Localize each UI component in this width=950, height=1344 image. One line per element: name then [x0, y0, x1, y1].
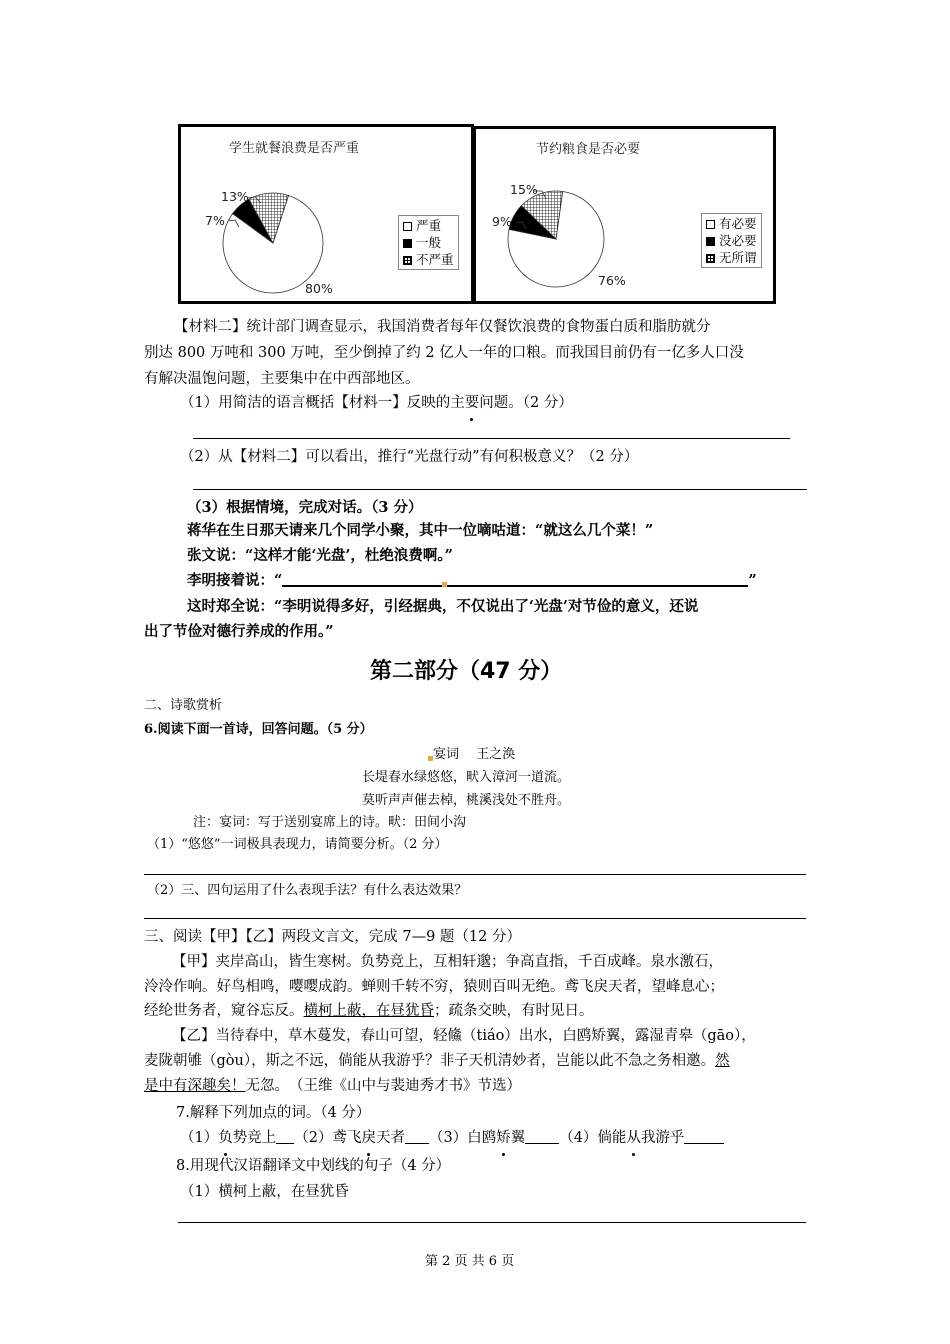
legend-item: 严重 [403, 217, 454, 234]
question-8-title: 8.用现代汉语翻译文中划线的句子（4 分） [176, 1158, 451, 1174]
chart-title: 节约粮食是否必要 [536, 142, 641, 157]
pie-label-9: 9% [492, 214, 512, 229]
passage-yi: 麦陇朝雊（gòu），斯之不远，倘能从我游乎？非子天机清妙者，岂能以此不急之务相邀。然 [144, 1053, 730, 1069]
question-1: （1）用简洁的语言概括【材料一】反映的主要问题。（2 分） [180, 390, 573, 416]
chart-legend [701, 213, 762, 268]
section-title: 二、诗歌赏析 [144, 698, 223, 713]
underlined-sentence: 是中有深趣矣！ [144, 1078, 246, 1094]
question-2: （2）从【材料二】可以看出，推行“光盘行动”有何积极意义？（2 分） [180, 449, 639, 465]
question-6-2: （2）三、四句运用了什么表现手法？有什么表达效果？ [147, 883, 468, 898]
pie-label-76: 76% [598, 273, 626, 288]
answer-blank[interactable] [282, 569, 748, 587]
poem-note: 注：宴词：写于送别宴席上的诗。畎：田间小沟 [193, 815, 467, 830]
passage-jia: 泠泠作响。好鸟相鸣，嘤嘤成韵。蝉则千转不穷，猿则百叫无绝。鸢飞戾天者，望峰息心； [144, 979, 724, 995]
material2-line: 【材料二】统计部门调查显示，我国消费者每年仅餐饮浪费的食物蛋白质和脂肪就分 [174, 319, 711, 335]
answer-line[interactable] [193, 438, 790, 439]
question-7-title: 7.解释下列加点的词。（4 分） [176, 1105, 371, 1121]
pie-label-80: 80% [305, 281, 333, 296]
pie-label-7: 7% [205, 213, 225, 228]
marker-dot [442, 582, 447, 587]
passage-jia: 经纶世务者，窥谷忘反。横柯上蔽，在昼犹昏；疏条交映，有时见日。 [144, 1003, 594, 1019]
answer-line[interactable] [178, 1222, 806, 1223]
legend-item: 有必要 [706, 215, 757, 232]
chart-title: 学生就餐浪费是否严重 [229, 141, 360, 156]
poem-line: 长堤春水绿悠悠，畎入漳河一道流。 [362, 770, 571, 785]
dialogue-line: 这时郑全说：“李明说得多好，引经据典，不仅说出了‘光盘’对节俭的意义，还说 [187, 598, 699, 615]
answer-line[interactable] [144, 918, 806, 919]
passage-yi: 【乙】当待春中，草木蔓发，春山可望，轻鯈（tiáo）出水，白鸥矫翼，露湿青皋（gāo）， [172, 1028, 756, 1044]
chart-legend [398, 215, 459, 270]
pie-chart-necessity [473, 126, 776, 304]
answer-line[interactable] [193, 489, 807, 490]
question-8-1: （1）横柯上蔽，在昼犹昏 [180, 1184, 349, 1200]
answer-line[interactable] [144, 874, 806, 875]
answer-blank[interactable] [405, 1127, 429, 1144]
material2-line: 有解决温饱问题，主要集中在中西部地区。 [144, 371, 420, 387]
dialogue-line: 出了节俭对德行养成的作用。” [144, 623, 334, 640]
white-swatch-icon [706, 220, 715, 229]
passage-yi: 是中有深趣矣！无忽。 （王维《山中与裴迪秀才书》节选） [144, 1078, 521, 1094]
answer-blank[interactable] [684, 1127, 724, 1144]
answer-blank[interactable] [276, 1127, 294, 1144]
material2-line: 别达 800 万吨和 300 万吨，至少倒掉了约 2 亿人一年的口粮。而我国目前仍有一亿多人口没 [144, 345, 744, 361]
question-6-title: 6.阅读下面一首诗，回答问题。（5 分） [144, 722, 373, 737]
passage-jia: 【甲】夹岸高山，皆生寒树。负势竞上，互相轩邈；争高直指，千百成峰。泉水激石， [172, 954, 723, 970]
legend-item: 没必要 [706, 232, 757, 249]
answer-blank[interactable] [525, 1127, 559, 1144]
grid-swatch-icon [706, 254, 715, 263]
section-title: 三、阅读【甲】【乙】两段文言文，完成 7—9 题（12 分） [144, 929, 521, 945]
black-swatch-icon [403, 239, 412, 248]
page-footer: 第 2 页 共 6 页 [425, 1254, 515, 1269]
underlined-sentence: 横柯上蔽，在昼犹昏 [303, 1003, 434, 1019]
pie-label-15: 15% [510, 182, 538, 197]
poem-line: 莫听声声催去棹，桃溪浅处不胜舟。 [362, 793, 571, 808]
part-heading: 第二部分（47 分） [370, 659, 563, 684]
dialogue-line: 张文说：“这样才能‘光盘’，杜绝浪费啊。” [187, 547, 454, 564]
legend-item: 无所谓 [706, 249, 757, 266]
pie-label-13: 13% [221, 189, 249, 204]
legend-item: 一般 [403, 234, 454, 251]
question-6-1: （1）“悠悠”一词极具表现力，请简要分析。（2 分） [147, 837, 448, 852]
legend-item: 不严重 [403, 251, 454, 268]
dialogue-line: 蒋华在生日那天请来几个同学小聚，其中一位嘀咕道：“就这么几个菜！” [187, 522, 654, 539]
black-swatch-icon [706, 237, 715, 246]
dialogue-line: 李明接着说：“ ” [187, 568, 757, 594]
grid-swatch-icon [403, 256, 412, 265]
pie-chart-waste [178, 124, 474, 304]
poem-title: 宴词 王之涣 [433, 747, 516, 762]
white-swatch-icon [403, 222, 412, 231]
question-3-title: （3）根据情境，完成对话。（3 分） [187, 499, 423, 516]
question-7-items: （1）负势竞上 （2）鸢飞戾天者 （3）白鸥矫翼 （4）倘能从我游乎 [180, 1125, 724, 1151]
